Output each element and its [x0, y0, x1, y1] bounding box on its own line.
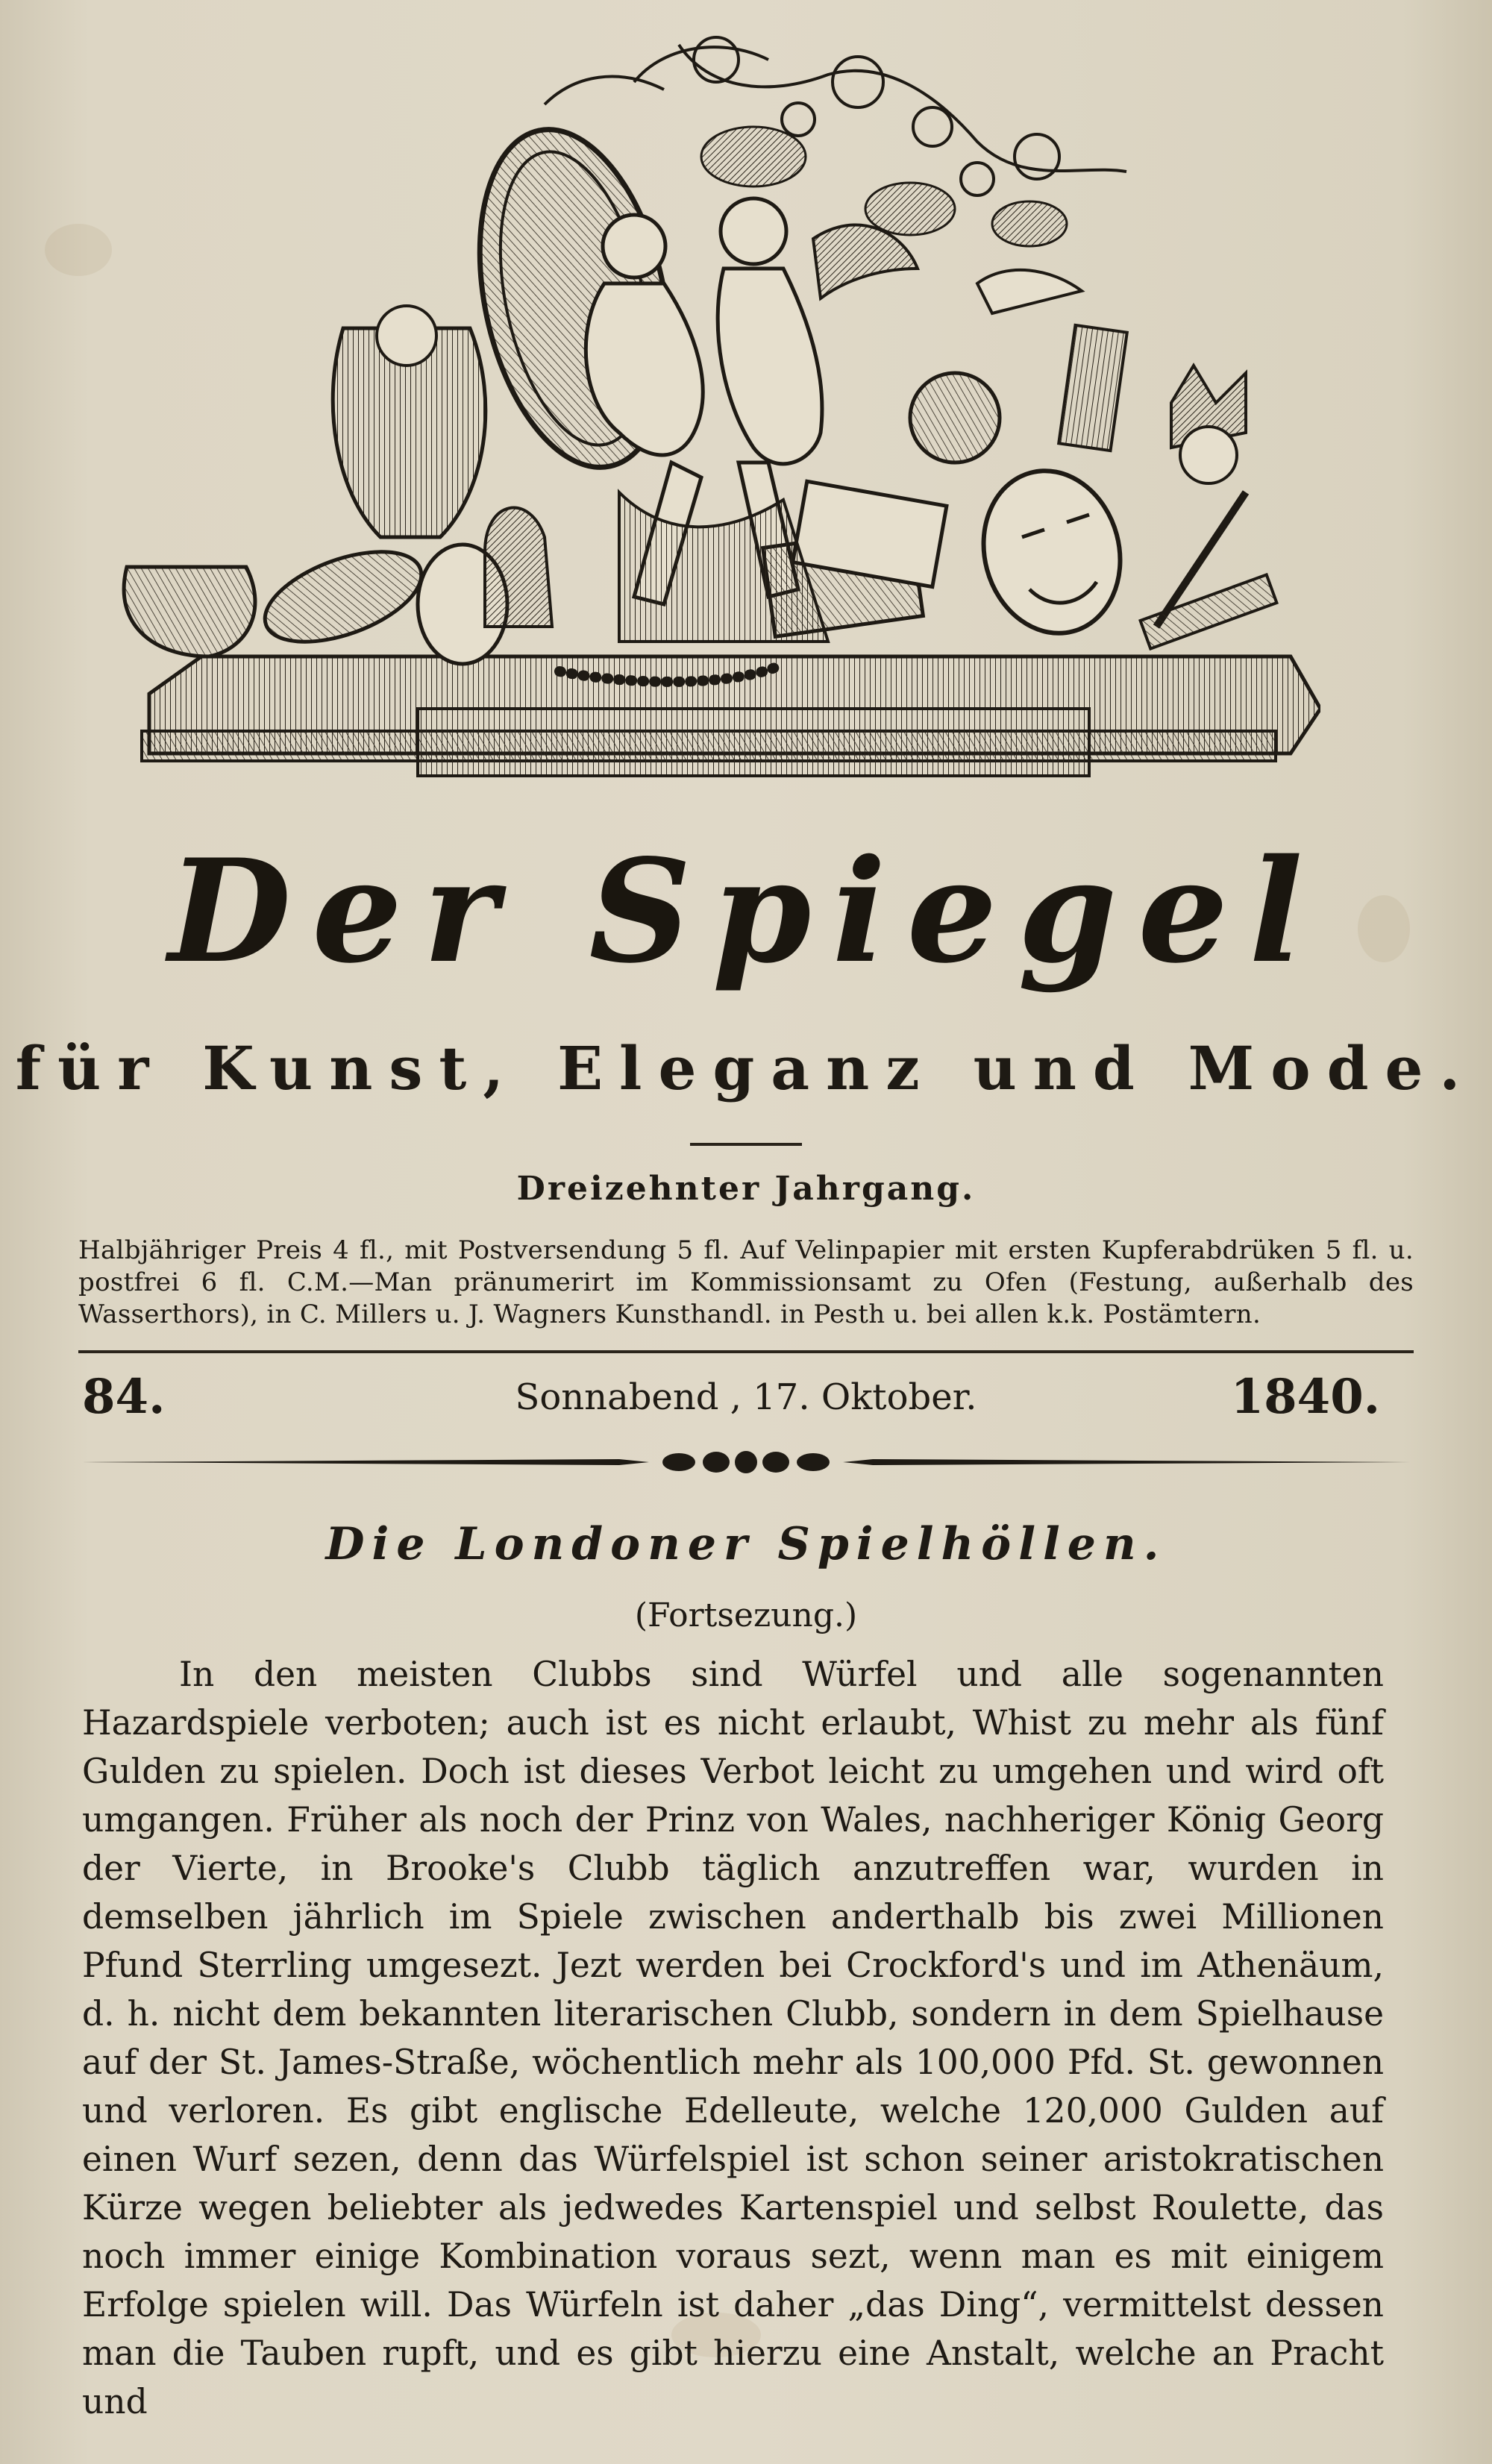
- article-subtitle: (Fortsezung.): [634, 1596, 858, 1634]
- newspaper-subtitle: für Kunst, Eleganz und Mode.: [15, 1033, 1477, 1103]
- ornamental-divider: [82, 1447, 1410, 1477]
- article-paragraph: In den meisten Clubbs sind Würfel und alle sogenannten Hazardspiele verboten; auch ist es nicht erlaubt, Whist zu mehr als fünf Gulden zu spielen. Doch ist dieses Verbot leicht zu umgehen und wird oft umgangen. Früher als noch der Prinz von Wales, nachheriger König Georg der Vierte, in Brooke's Clubb täglich anzutreffen war, wurden in demselben jährlich im Spiele zwischen anderthalb bis zwei Millionen Pfund Sterrling umgesezt. Jezt werden bei Crockford's und im Athenäum, d. h. nicht dem bekannten literarischen Clubb, sondern in dem Spielhause auf der St. James-Straße, wöchentlich mehr als 100,000 Pfd. St. gewonnen und verloren. Es gibt englische Edelleute, welche 120,000 Gulden auf einen Wurf sezen, denn das Würfelspiel ist schon seiner aristokratischen Kürze wegen beliebter als jedwedes Kartenspiel und selbst Roulette, das noch immer einige Kombination voraus sezt, wenn man es mit einigem Erfolge spielen will. Das Würfeln ist daher „das Ding“, vermittelst dessen man die Tauben rupft, und es gibt hierzu eine Anstalt, welche an Pracht und: [82, 1655, 1384, 2421]
- header-rule: [78, 1350, 1414, 1353]
- newspaper-title: Der Spiegel: [168, 828, 1324, 994]
- masthead-vignette-illustration: [97, 15, 1320, 794]
- title-divider: [690, 1143, 802, 1146]
- issue-year: 1840.: [1230, 1369, 1380, 1425]
- article-body: [82, 1650, 1384, 2426]
- issue-number: 84.: [82, 1369, 166, 1425]
- issue-date: Sonnabend , 17. Oktober.: [515, 1376, 977, 1418]
- article-title: Die Londoner Spielhöllen.: [325, 1518, 1167, 1570]
- subscription-info: Halbjähriger Preis 4 fl., mit Postversendung 5 fl. Auf Velinpapier mit ersten Kupferabdrüken 5 fl. u. postfrei 6 fl. C.M.—Man pränumerirt im Kommissionsamt zu Ofen (Festung, außerhalb des Wasserthors), in C. Millers u. J. Wagners Kunsthandl. in Pesth u. bei allen k.k. Postämtern.: [78, 1235, 1414, 1329]
- volume-label: Dreizehnter Jahrgang.: [516, 1170, 976, 1208]
